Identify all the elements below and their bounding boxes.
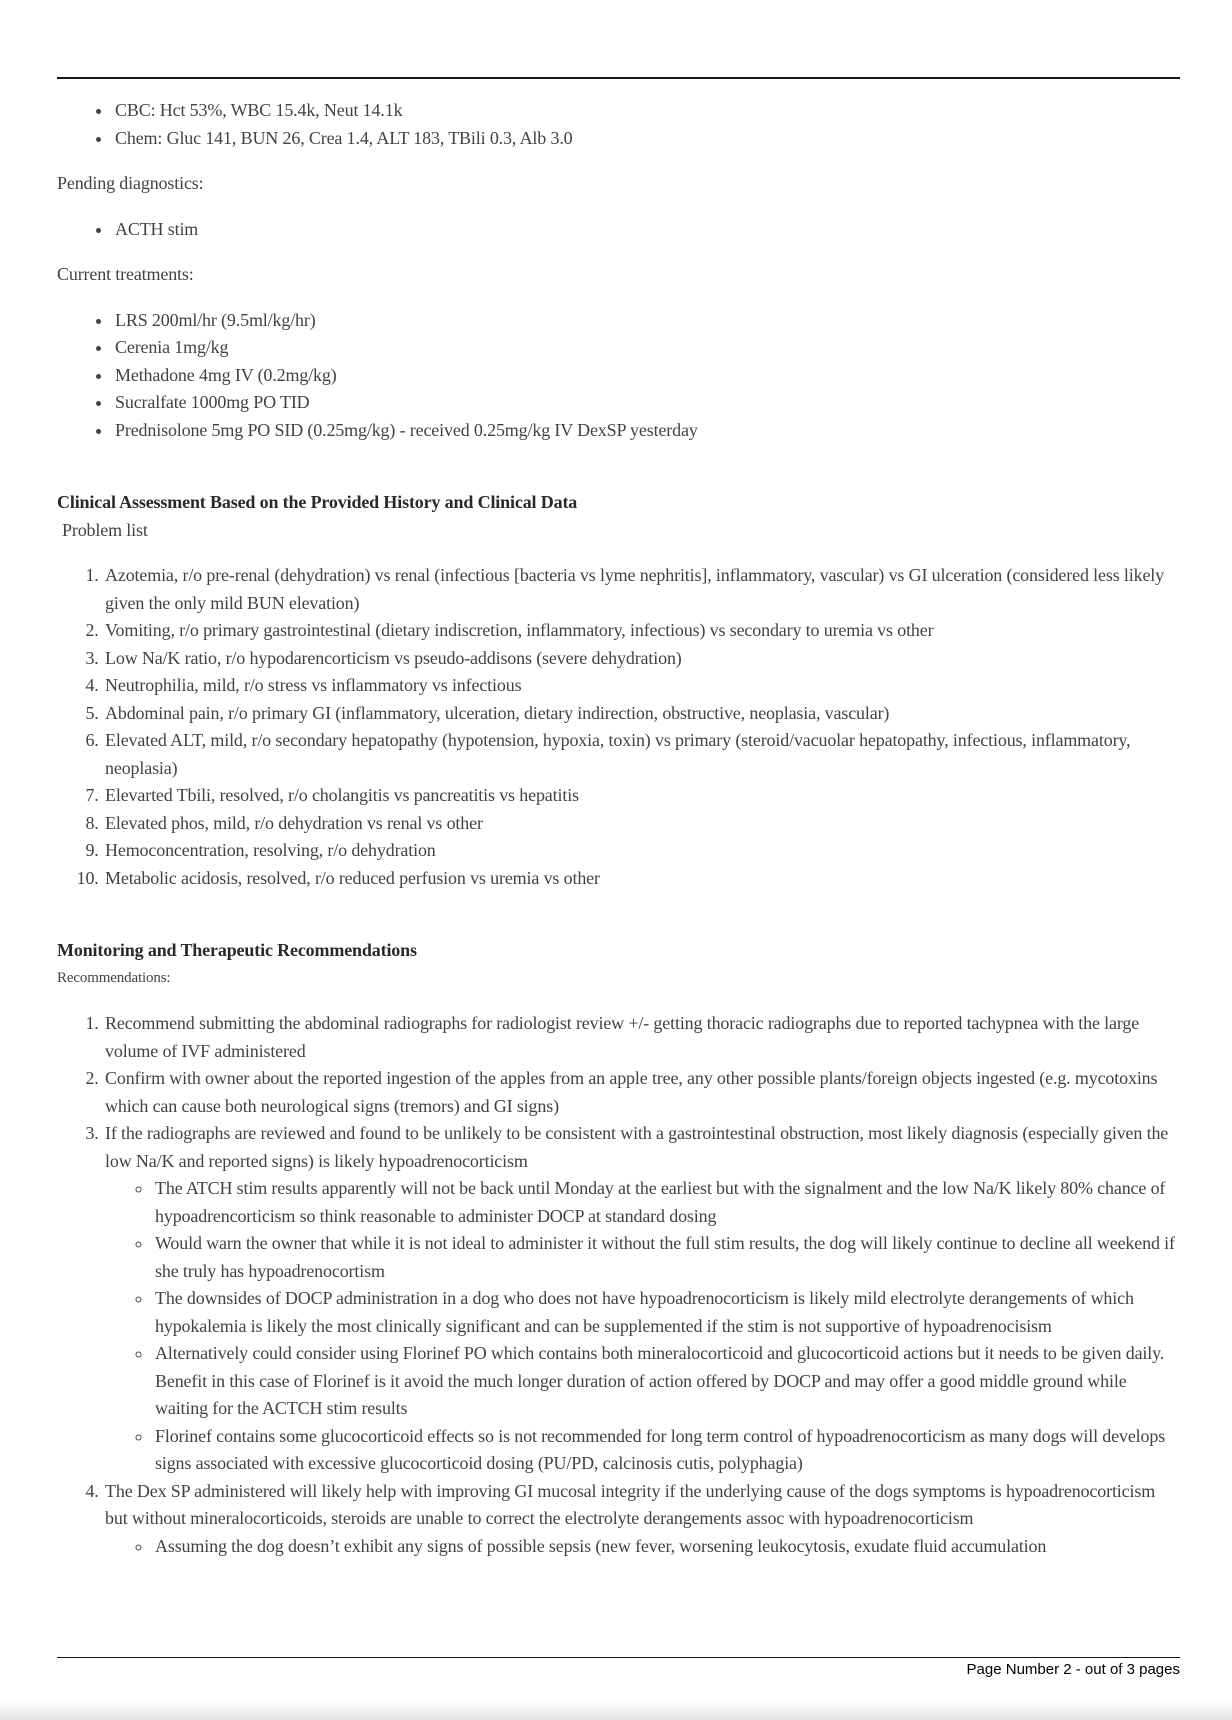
problem-item: 6. Elevated ALT, mild, r/o secondary hepatopathy (hypotension, hypoxia, toxin) vs primary (steroid/vacuolar hepatopathy, infectious, inflammatory, neoplasia) (103, 727, 1180, 782)
recommendation-sublist (105, 1175, 1180, 1478)
recommendation-item (103, 1478, 1180, 1561)
problem-list-label: Problem list (62, 519, 148, 540)
problem-item: 7. Elevarted Tbili, resolved, r/o cholangitis vs pancreatitis vs hepatitis (103, 782, 1180, 810)
recommendation-item (103, 1065, 1180, 1120)
problem-item: 4. Neutrophilia, mild, r/o stress vs inflammatory vs infectious (103, 672, 1180, 700)
treatment-item: • LRS 200ml/hr (9.5ml/kg/hr) (113, 307, 1180, 335)
current-treatments-label: Current treatments: (57, 264, 194, 284)
recommendation-sub-item: ◦ Assuming the dog doesn’t exhibit any signs of possible sepsis (new fever, worsening leukocytosis, exudate fluid accumulation (153, 1533, 1180, 1561)
problem-item: 10. Metabolic acidosis, resolved, r/o reduced perfusion vs uremia vs other (103, 865, 1180, 893)
pending-diagnostic-item: • ACTH stim (113, 216, 1180, 244)
recommendation-sub-item: ◦ Alternatively could consider using Florinef PO which contains both mineralocorticoid and glucocorticoid actions but it needs to be given daily. Benefit in this case of Florinef is it avoid the much longer duration of action offered by DOCP and may offer a good middle ground while waiting for the ACTCH stim results (153, 1340, 1180, 1423)
treatment-item: • Cerenia 1mg/kg (113, 334, 1180, 362)
page-number: Page Number 2 - out of 3 pages (966, 1661, 1180, 1678)
current-treatments-list (57, 307, 1180, 445)
recommendation-item (103, 1120, 1180, 1478)
problem-item: 1. Azotemia, r/o pre-renal (dehydration) vs renal (infectious [bacteria vs lyme nephritis], inflammatory, vascular) vs GI ulceration (considered less likely given the only mild BUN elevation) (103, 562, 1180, 617)
pending-diagnostics-label: Pending diagnostics: (57, 173, 204, 193)
recommendations-label: Recommendations: (57, 969, 171, 986)
recommendation-item (103, 1010, 1180, 1065)
recommendation-sub-item: ◦ Would warn the owner that while it is not ideal to administer it without the full stim results, the dog will likely continue to decline all weekend if she truly has hypoadrenocortism (153, 1230, 1180, 1285)
recommendations-list (57, 1010, 1180, 1560)
page-content (57, 79, 1180, 1578)
problem-item: 3. Low Na/K ratio, r/o hypodarencorticism vs pseudo-addisons (severe dehydration) (103, 645, 1180, 673)
clinical-assessment-heading: Clinical Assessment Based on the Provided History and Clinical Data (57, 492, 578, 512)
recommendation-sublist (105, 1533, 1180, 1561)
monitoring-recommendations-heading: Monitoring and Therapeutic Recommendations (57, 940, 417, 960)
lab-result-item: • Chem: Gluc 141, BUN 26, Crea 1.4, ALT 183, TBili 0.3, Alb 3.0 (113, 125, 1180, 153)
treatment-item: • Prednisolone 5mg PO SID (0.25mg/kg) - received 0.25mg/kg IV DexSP yesterday (113, 417, 1180, 445)
recommendation-text: The Dex SP administered will likely help with improving GI mucosal integrity if the underlying cause of the dogs symptoms is hypoadrenocorticism but without mineralocorticoids, steroids are unable to correct the electrolyte derangements assoc with hypoadrenocorticism (105, 1480, 1156, 1528)
treatment-item: • Methadone 4mg IV (0.2mg/kg) (113, 362, 1180, 390)
recommendation-sub-item: ◦ The downsides of DOCP administration in a dog who does not have hypoadrenocorticism is likely mild electrolyte derangements of which hypokalemia is likely the most clinically significant and can be supplemented if the stim is not supportive of hypoadrenocisism (153, 1285, 1180, 1340)
bottom-divider (57, 1657, 1180, 1658)
recommendation-sub-item: ◦ The ATCH stim results apparently will not be back until Monday at the earliest but with the signalment and the low Na/K likely 80% chance of hypoadrencorticism so think reasonable to administer DOCP at standard dosing (153, 1175, 1180, 1230)
pending-diagnostics-list (57, 216, 1180, 244)
recommendation-text: Confirm with owner about the reported ingestion of the apples from an apple tree, any other possible plants/foreign objects ingested (e.g. mycotoxins which can cause both neurological signs (tremors) and GI signs) (105, 1068, 1158, 1116)
lab-result-item: • CBC: Hct 53%, WBC 15.4k, Neut 14.1k (113, 97, 1180, 125)
page-bottom-fade (0, 1700, 1232, 1720)
problem-list (57, 562, 1180, 892)
recommendation-sub-item: ◦ Florinef contains some glucocorticoid effects so is not recommended for long term control of hypoadrenocorticism as many dogs will develops signs associated with excessive glucocorticoid dosing (PU/PD, calcinosis cutis, polyphagia) (153, 1423, 1180, 1478)
treatment-item: • Sucralfate 1000mg PO TID (113, 389, 1180, 417)
problem-item: 2. Vomiting, r/o primary gastrointestinal (dietary indiscretion, inflammatory, infectious) vs secondary to uremia vs other (103, 617, 1180, 645)
recommendation-text: If the radiographs are reviewed and found to be unlikely to be consistent with a gastrointestinal obstruction, most likely diagnosis (especially given the low Na/K and reported signs) is likely hypoadrenocorticism (105, 1123, 1169, 1171)
problem-item: 9. Hemoconcentration, resolving, r/o dehydration (103, 837, 1180, 865)
recommendation-text: Recommend submitting the abdominal radiographs for radiologist review +/- getting thoracic radiographs due to reported tachypnea with the large volume of IVF administered (105, 1013, 1140, 1061)
problem-item: 8. Elevated phos, mild, r/o dehydration vs renal vs other (103, 810, 1180, 838)
lab-results-list (57, 97, 1180, 152)
problem-item: 5. Abdominal pain, r/o primary GI (inflammatory, ulceration, dietary indirection, obstructive, neoplasia, vascular) (103, 700, 1180, 728)
